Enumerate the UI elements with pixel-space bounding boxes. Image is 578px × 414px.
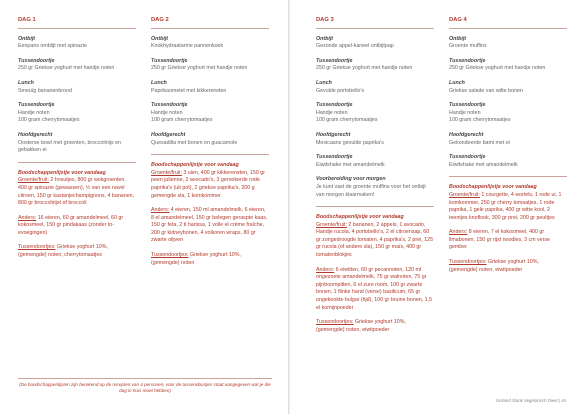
shopping-list-label: Anders: — [151, 207, 170, 214]
shopping-list-label: Groente/fruit: — [316, 221, 347, 228]
shopping-list-label: Anders: — [449, 229, 468, 236]
day-column-4 — [449, 17, 567, 274]
meal-text: Handje noten 100 gram cherrytomaatjes — [18, 109, 80, 124]
shopping-list-item — [316, 222, 434, 260]
meal-text: Eiwitshake met amandelmelk — [449, 161, 518, 168]
shopping-list-item — [316, 319, 434, 334]
meal-heading: Lunch — [151, 79, 167, 86]
list-gap — [18, 237, 136, 244]
shopping-list-title: Boodschappenlijstje voor vandaag — [316, 214, 404, 221]
shopping-list-label: Tussendoortjes: — [18, 244, 56, 251]
meal-heading: Tussendoortje — [449, 57, 486, 64]
shopping-list-text: 2 hosutjes, 800 gr wokgroenten, 400 gr spinazie (gewassen), ½ van een navel citroen, 150 gr kastanjechampignons, 4 bananen, 800 gr broccolirijst of broccoli — [18, 177, 135, 207]
meal-text: Groente muffins — [449, 43, 487, 50]
shopping-list-label: Anders: — [18, 214, 37, 221]
shopping-list-text: 6 eiwitten, 60 gr pecannoten, 120 ml ongezoete amandelmelk, 75 gr walnoten, 75 gr pijnboompitten, 6 el zure room, 100 gr zwarte bonen, 1 flinke hand (verse) basilicum, 65 gr ongekookte bulgar (tijd), 100 gr bruine bonen, 1,5 el komijnpoeder — [316, 266, 433, 311]
shopping-list-title: Boodschappenlijstje voor vandaag — [18, 169, 106, 176]
day-column-1 — [18, 17, 136, 260]
day-title: DAG 4 — [449, 17, 567, 29]
meal-text: Quesadilla met bonen en guacamole — [151, 139, 238, 146]
meal-heading: Voorbereiding voor morgen — [316, 176, 386, 183]
shopping-list-text: Griekse yoghurt 10%, (gemengde) noten — [151, 252, 241, 266]
meal-text: 250 gr Griekse yoghurt met handje noten — [151, 65, 248, 72]
meal-text: 250 gr Griekse yoghurt met handje noten — [449, 65, 546, 72]
meal-text: Eenpans omblijt met spinazie — [18, 43, 87, 50]
page-fold — [288, 0, 290, 414]
shopping-list-text: 8 eieren, 7 el kokosmeel, 400 gr limabonen, 150 gr rijst noodles, 3 cm verse gember — [449, 229, 550, 251]
shopping-list-title: Boodschappenlijstje voor vandaag — [151, 162, 239, 169]
day-title: DAG 2 — [151, 17, 269, 29]
shopping-list-text: Griekse yoghurt 10%, (gemengde) noten, eiwitpoeder — [316, 319, 406, 333]
page-footer: Gezond Slank Vegetarisch Dieet | 44 — [495, 398, 566, 403]
day-title: DAG 1 — [18, 17, 136, 29]
shopping-list-label: Groente/fruit: — [18, 177, 49, 184]
meal-text: Paprikaomelet met kikkererwten — [151, 87, 227, 94]
meal-heading: Tussendoortje — [151, 102, 188, 109]
meal-text: Gevulde portobello's — [316, 87, 365, 94]
shopping-list-text: 16 eieren, 60 gr amandelmeel, 60 gr kokosmeel, 150 gr pindakaas (zonder to-evoegingen) — [18, 214, 124, 236]
meal-heading: Tussendoortje — [449, 154, 486, 161]
meal-heading: Tussendoortje — [316, 57, 353, 64]
shopping-list-text: Griekse yoghurt 10%, (gemengde) noten, cherrytomaatjes — [18, 244, 108, 259]
shopping-list-text: 3 uien, 400 gr kikkererwten, 150 gr peen julienne, 2 avocado's, 3 gerookerde rode paprika's (uit pot), 2 griekse paprika's, 200 g gemengde sla, 1 komkommer — [151, 169, 265, 199]
meal-heading: Lunch — [316, 79, 332, 86]
meal-heading: Lunch — [18, 79, 34, 86]
shopping-list-label: Tussendoortjes: — [449, 259, 487, 266]
meal-text: 250 gr Griekse yoghurt met handje noten — [18, 65, 115, 72]
shopping-list-item — [151, 252, 269, 267]
meal-text: Smeuïg bananenbrood — [18, 87, 72, 94]
shopping-list-item — [18, 215, 136, 238]
section-divider — [316, 206, 434, 207]
meal-heading: Hoofdgerecht — [151, 131, 186, 138]
shopping-list-text: 1 courgette, 4 wortels, 1 rode ui, 1 komkommer, 250 gr cherry tomaatjes, 1 rode paprika, 1 gele paprika, 400 gr witte kool, 2 teentjes knoflook, 300 gr prei, 200 gr peultjes — [449, 191, 562, 221]
day-column-3 — [316, 17, 434, 334]
meal-text: Mexicaans gevulde paprika's — [316, 139, 384, 146]
list-gap — [151, 245, 269, 252]
meal-text: Oosterse bowl met groenten, broccolinijs en gebakken ei — [18, 139, 122, 154]
shopping-list-item — [449, 192, 567, 222]
list-gap — [316, 312, 434, 319]
shopping-list-label: Anders: — [316, 266, 335, 273]
day-title: DAG 3 — [316, 17, 434, 29]
meal-text: 250 gr Griekse yoghurt met handje noten — [316, 65, 413, 72]
list-gap — [449, 222, 567, 229]
shopping-list-text: 4 eieren, 150 ml amandelmelk, 6 eieren, 8 el amandelmeel, 150 gr belegen geraspte kaas, 150 gr feta, 2 ti harissa, 1 volle el crème fraîche, 200 gr kidneybonen, 4 volkoren wraps, 80 gr zwarte olijven — [151, 207, 268, 244]
meal-heading: Hoofdgerecht — [316, 131, 351, 138]
section-divider — [151, 154, 269, 155]
list-gap — [151, 200, 269, 207]
section-divider — [18, 162, 136, 163]
meal-heading: Tussendoortje — [316, 154, 353, 161]
meal-heading: Tussendoortje — [316, 102, 353, 109]
meal-text: Handje noten 100 gram cherrytomaatjes — [151, 109, 213, 124]
meal-text: Gezonde appel-kaneel ontbijtpap — [316, 43, 394, 50]
shopping-list-item — [18, 177, 136, 207]
meal-text: Kookhydraatarme pannenkoek — [151, 43, 224, 50]
shopping-list-text: 2 bananen, 2 appels, 1 avocado, Handje rucola, 4 portobello's, 2 el citroensap, 60 gr zongedroogde tomaten, 4 paprika's, 2 prei, 125 gr rucola (of andere sla), 150 gr maïs, 400 gr tomatenblokjes — [316, 221, 434, 259]
meal-heading: Tussendoortje — [449, 102, 486, 109]
shopping-list-label: Groente/fruit: — [151, 169, 182, 176]
shopping-list-item — [316, 267, 434, 313]
shopping-list-item — [449, 229, 567, 252]
shopping-list-title: Boodschappenlijstje voor vandaag — [449, 184, 537, 191]
meal-heading: Hoofdgerecht — [449, 131, 484, 138]
meal-heading: Ontbijt — [151, 35, 169, 42]
meal-heading: Ontbijt — [449, 35, 467, 42]
shopping-list-text: Griekse yoghurt 10%, (gemengde) noten, eiwitpoeder — [449, 259, 539, 273]
shopping-list-label: Tussendoortjes: — [316, 319, 354, 326]
meal-heading: Hoofdgerecht — [18, 131, 53, 138]
meal-text: Eiwitshake met amandelmelk — [316, 161, 385, 168]
shopping-list-label: Tussendoortjes: — [151, 252, 189, 259]
meal-heading: Ontbijt — [18, 35, 36, 42]
meal-heading: Tussendoortje — [151, 57, 188, 64]
meal-heading: Lunch — [449, 79, 465, 86]
list-gap — [316, 260, 434, 267]
shopping-list-item — [449, 259, 567, 274]
meal-text: Gekondeerde bami met ei — [449, 139, 510, 146]
shopping-note: (De boodschappenlijsten zijn berekend op de recepten van 4 personen, voor de tussendoortjes staat aangegeven wat je die dag in huis moet hebben) — [18, 378, 272, 394]
list-gap — [18, 208, 136, 215]
day-column-2 — [151, 17, 269, 267]
meal-text: Je kunt vast de groente muffins voor het ontbijt van morgen klaarmaken! — [316, 183, 426, 198]
shopping-list-item — [151, 207, 269, 245]
meal-text: Griekse salade van witte bonen — [449, 87, 523, 94]
meal-heading: Tussendoortje — [18, 57, 55, 64]
meal-text: Handje noten 100 gram cherrytomaatjes — [449, 109, 511, 124]
meal-heading: Tussendoortje — [18, 102, 55, 109]
list-gap — [449, 252, 567, 259]
meal-heading: Ontbijt — [316, 35, 334, 42]
meal-text: Handje noten 100 gram cherrytomaatjes — [316, 109, 378, 124]
shopping-list-label: Groente/fruit: — [449, 191, 480, 198]
section-divider — [449, 176, 567, 177]
shopping-list-item — [151, 170, 269, 200]
shopping-list-item — [18, 244, 136, 259]
